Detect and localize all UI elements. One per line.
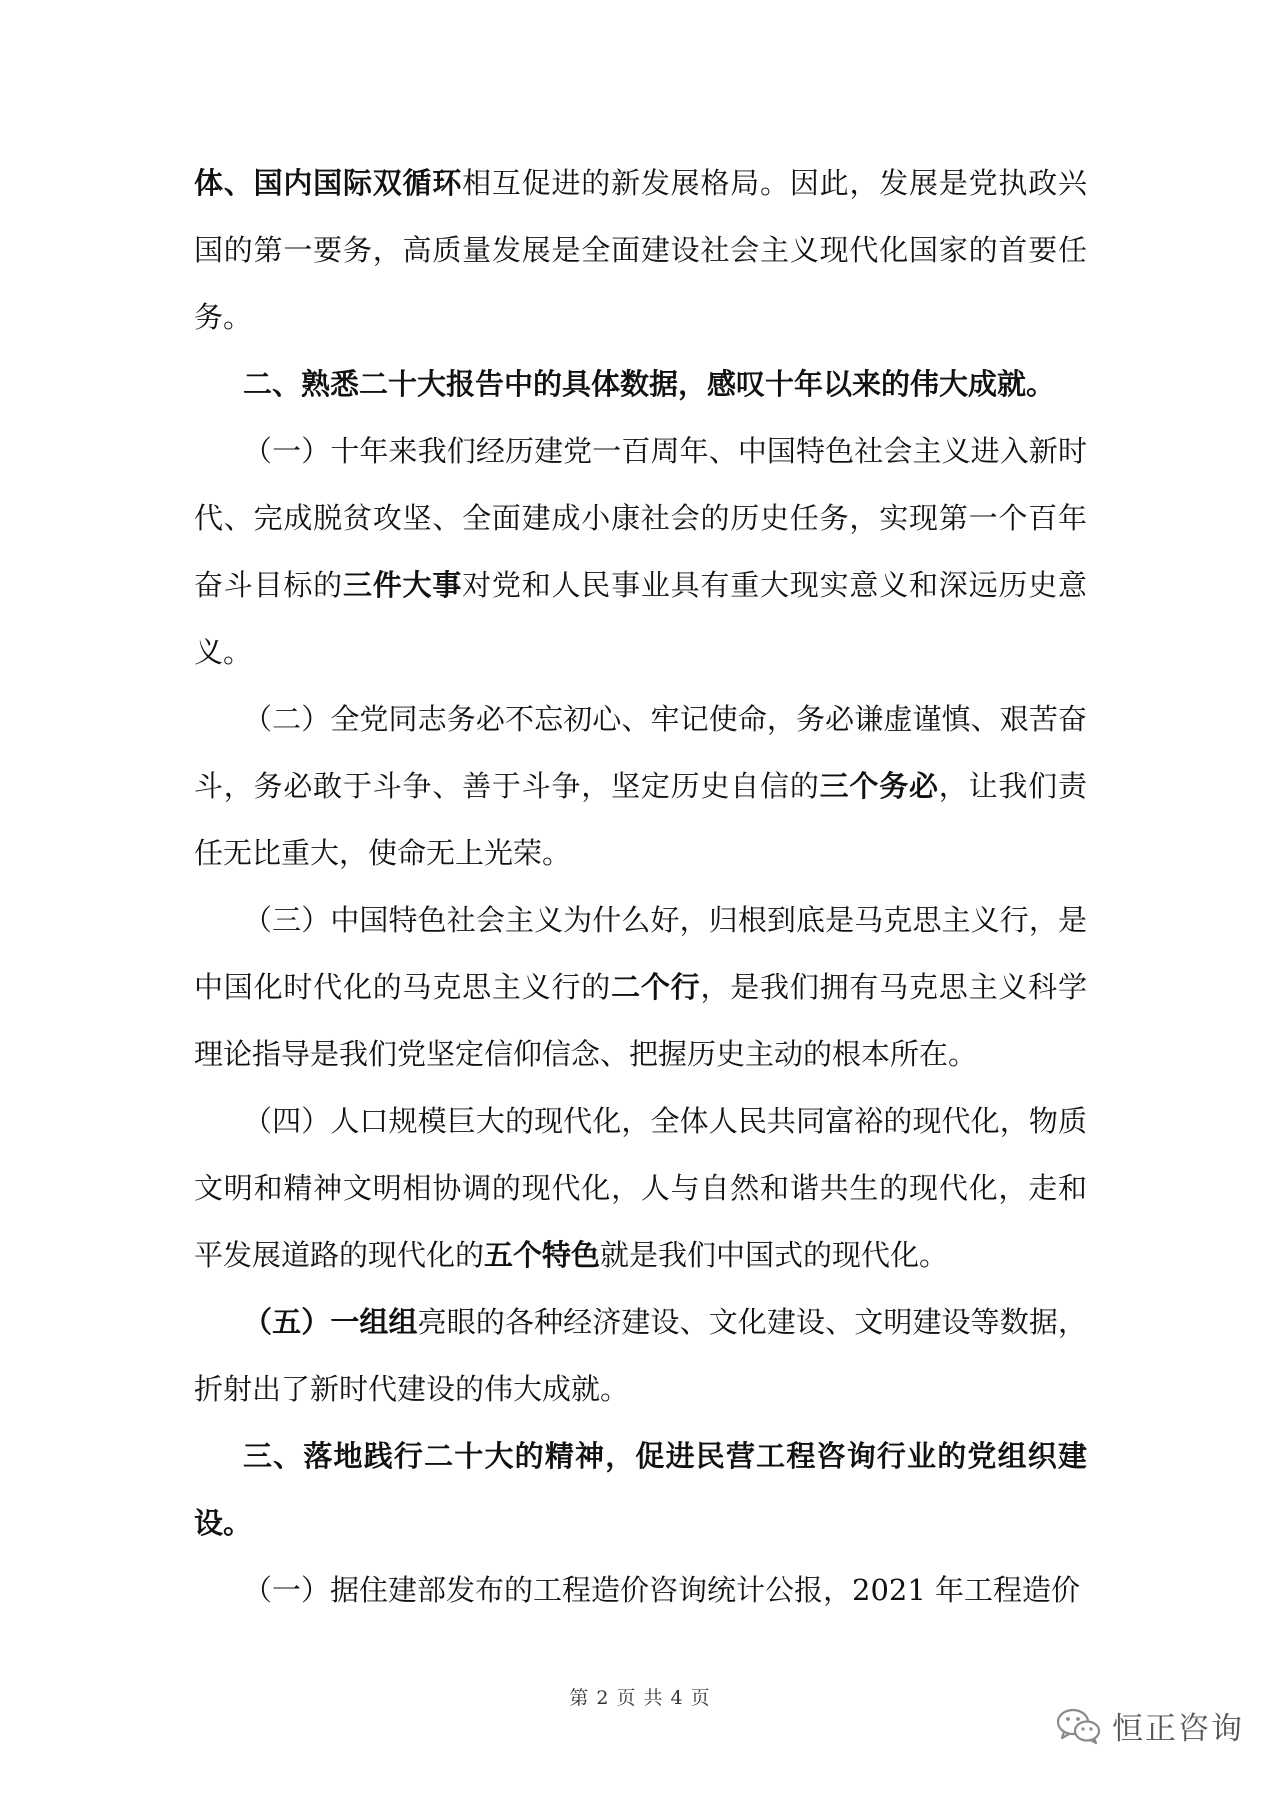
page-number: 第 2 页 共 4 页 [569, 1687, 711, 1709]
heading-text: 三、落地践行二十大的精神，促进民营工程咨询行业的党组织建设。 [194, 1439, 1087, 1540]
paragraph-text: （四）人口规模巨大的现代化，全体人民共同富裕的现代化，物质文明和精神文明相协调的现代化，人与自然和谐共生的现代化，走和平发展道路的现代化的 [194, 1104, 1087, 1272]
bold-text: 二个行 [611, 970, 701, 1004]
paragraph-text: （一）十年来我们经历建党一百周年、中国特色社会主义进入新时代、完成脱贫攻坚、全面建成小康社会的历史任务，实现第一个百年奋斗目标的 [194, 434, 1087, 602]
watermark-label: 恒正咨询 [1112, 1711, 1244, 1747]
paragraph [194, 1557, 1087, 1624]
paragraph-text: ，是我们拥有马克思主义科学理论指导是我们党坚定信仰信念、把握历史主动的根本所在。 [194, 970, 1087, 1071]
bold-text: （五）一组组 [243, 1305, 418, 1339]
bold-text: 三个务必 [819, 769, 939, 803]
paragraph-text: （二）全党同志务必不忘初心、牢记使命，务必谦虚谨慎、艰苦奋斗，务必敢于斗争、善于斗争，坚定历史自信的 [194, 702, 1087, 803]
paragraph [194, 418, 1087, 686]
bold-text: 三件大事 [342, 568, 463, 602]
watermark [1056, 1703, 1244, 1748]
paragraph-text: （三）中国特色社会主义为什么好，归根到底是马克思主义行，是中国化时代化的马克思主义行的 [194, 903, 1087, 1004]
bold-text: 五个特色 [484, 1238, 601, 1272]
paragraph [194, 150, 1087, 351]
paragraph [194, 887, 1087, 1088]
paragraph [194, 686, 1087, 887]
document-body [194, 150, 1087, 1624]
paragraph-text: 亮眼的各种经济建设、文化建设、文明建设等数据，折射出了新时代建设的伟大成就。 [194, 1305, 1087, 1406]
paragraph-text: （一）据住建部发布的工程造价咨询统计公报，2021 年工程造价 [243, 1573, 1081, 1607]
section-heading [194, 351, 1087, 418]
paragraph-text: 就是我们中国式的现代化。 [600, 1238, 949, 1272]
paragraph-text: ，让我们责任无比重大，使命无上光荣。 [194, 769, 1087, 870]
paragraph-text: 相互促进的新发展格局。因此，发展是党执政兴国的第一要务，高质量发展是全面建设社会主义现代化国家的首要任务。 [194, 166, 1087, 334]
heading-text: 二、熟悉二十大报告中的具体数据，感叹十年以来的伟大成就。 [243, 367, 1056, 401]
paragraph [194, 1088, 1087, 1289]
paragraph-text: 对党和人民事业具有重大现实意义和深远历史意义。 [194, 568, 1087, 669]
wechat-icon [1056, 1707, 1102, 1745]
section-heading [194, 1423, 1087, 1557]
bold-text: 体、国内国际双循环 [194, 166, 463, 200]
paragraph [194, 1289, 1087, 1423]
